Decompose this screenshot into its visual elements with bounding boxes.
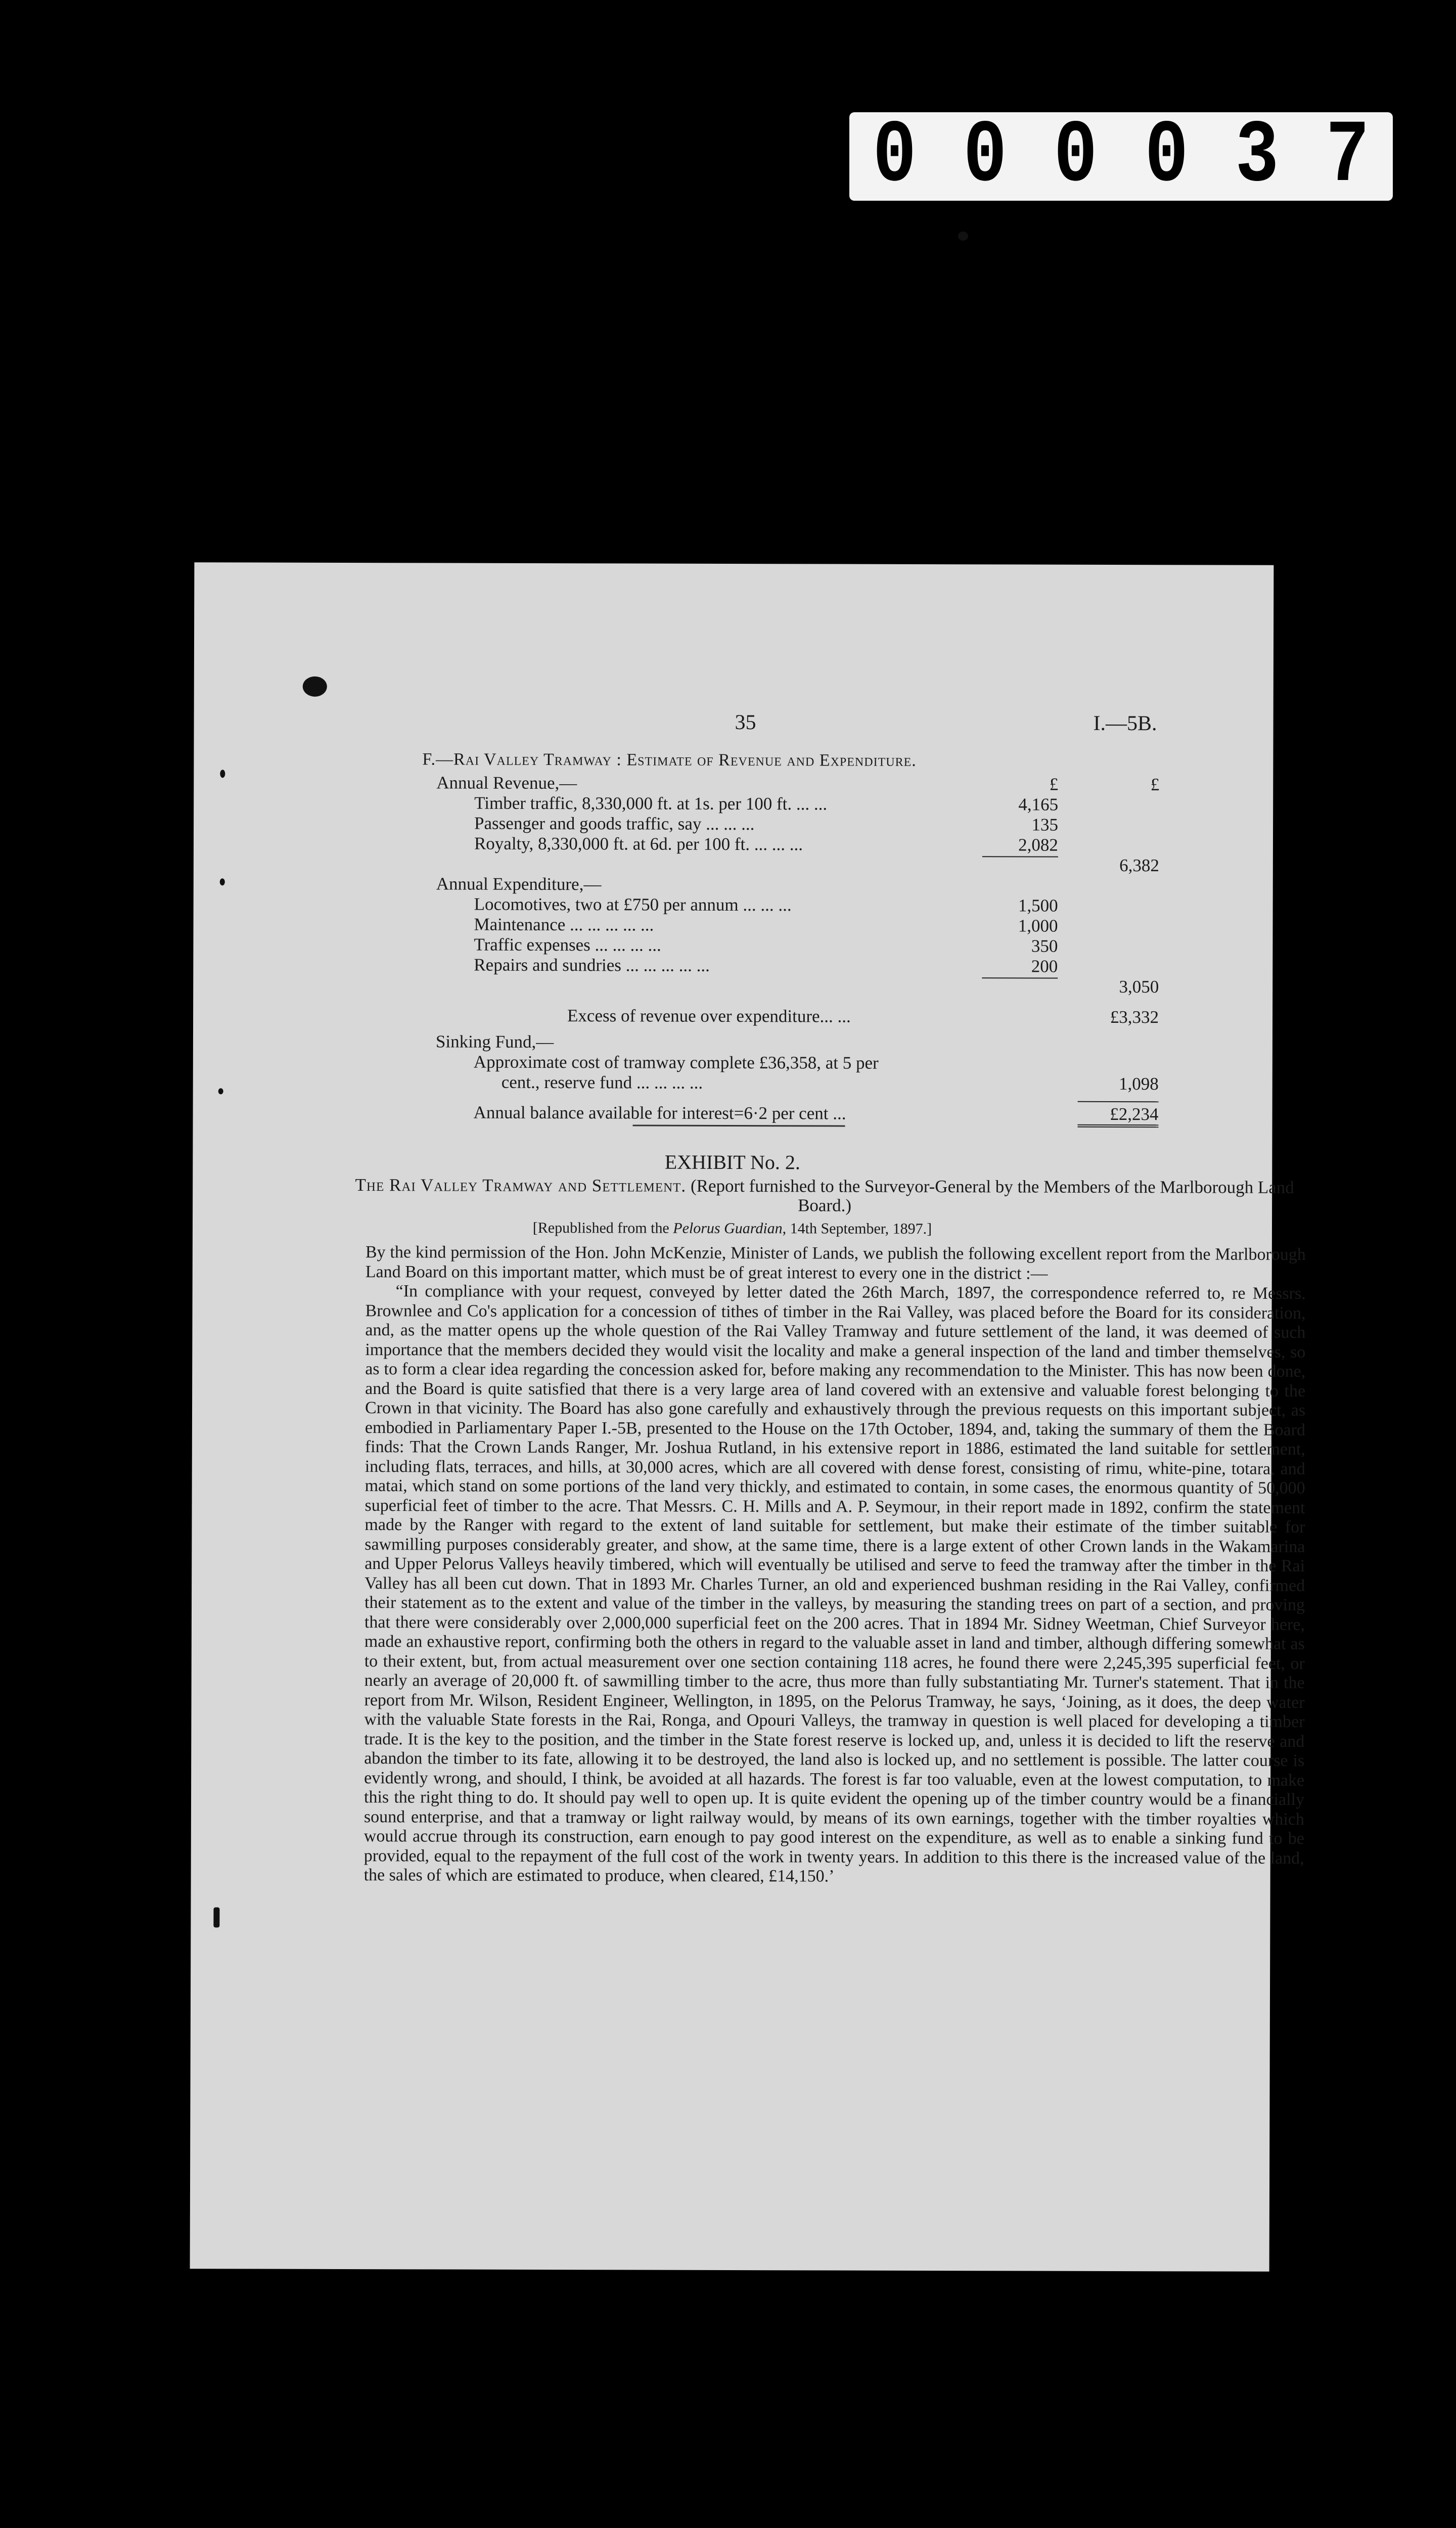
- row-label: Traffic expenses ... ... ... ...: [474, 934, 661, 955]
- frame-digit: 0: [873, 106, 917, 207]
- row-value: 200: [1031, 956, 1058, 976]
- table-row: [436, 853, 1270, 876]
- sinking-line: Approximate cost of tramway complete £36,358, at 5 per: [473, 1052, 879, 1073]
- table-row: [436, 1052, 1270, 1074]
- ink-blot: [303, 676, 327, 697]
- intro-paragraph: By the kind permission of the Hon. John McKenzie, Minister of Lands, we publish the following excellent report from the Marlborough Land Board on this important matter, which must be of great interest to every one in the district :—: [365, 1243, 1306, 1283]
- row-label: Passenger and goods traffic, say ... ... ...: [474, 813, 755, 834]
- revenue-total: 6,382: [1119, 855, 1159, 876]
- table-row: [436, 1031, 1270, 1054]
- exhibit-heading-note: (Report furnished to the Surveyor-General by the Members of the Marlborough Land Board.): [686, 1176, 1294, 1215]
- exhibit-title: EXHIBIT No. 2.: [664, 1150, 800, 1174]
- revenue-expenditure-table: [436, 773, 1271, 1124]
- row-label: Timber traffic, 8,330,000 ft. at 1s. per 100 ft. ... ...: [474, 793, 828, 814]
- row-value: 4,165: [1018, 794, 1059, 815]
- currency-symbol: £: [1150, 775, 1160, 795]
- republished-suffix: , 14th September, 1897.]: [782, 1220, 932, 1238]
- frame-digit: 0: [963, 106, 1007, 207]
- balance-label: Annual balance available for interest=6·2 per cent ...: [473, 1102, 846, 1123]
- report-body: [364, 1243, 1306, 1887]
- excess-value: £3,332: [1110, 1007, 1159, 1027]
- page-code: I.—5B.: [1093, 711, 1157, 736]
- table-row: [436, 833, 1270, 855]
- frame-digit: 3: [1235, 106, 1279, 207]
- row-label: Royalty, 8,330,000 ft. at 6d. per 100 ft. ... ... ...: [474, 833, 803, 854]
- row-value: 350: [1031, 936, 1058, 956]
- table-row: [436, 1102, 1270, 1124]
- table-row: [436, 1072, 1270, 1094]
- page-header: [194, 709, 1273, 742]
- balance-value: £2,234: [1078, 1104, 1159, 1127]
- table-row: [436, 914, 1270, 936]
- table-row: [436, 813, 1270, 835]
- table-row: [436, 894, 1270, 916]
- sum-rule: [982, 856, 1058, 857]
- table-row: [436, 955, 1270, 977]
- ink-mark: [213, 1907, 219, 1927]
- excess-label: Excess of revenue over expenditure... ...: [567, 1006, 851, 1026]
- row-value: 1,500: [1018, 895, 1058, 916]
- frame-digit: 7: [1326, 106, 1370, 207]
- republished-prefix: [Republished from the: [532, 1219, 673, 1237]
- row-label: Locomotives, two at £750 per annum ... ... ...: [474, 894, 792, 915]
- sinking-value: 1,098: [1118, 1074, 1159, 1094]
- ink-mark: [220, 770, 225, 778]
- table-row: [436, 1005, 1270, 1027]
- ink-mark: [218, 1088, 223, 1094]
- row-label: Maintenance ... ... ... ... ...: [474, 914, 654, 935]
- table-row: [436, 874, 1270, 896]
- row-value: 1,000: [1018, 916, 1058, 936]
- row-value: 135: [1031, 815, 1059, 835]
- exhibit-heading: [354, 1176, 1295, 1216]
- frame-digit: 0: [1054, 106, 1098, 207]
- sum-rule: [1078, 1101, 1159, 1102]
- table-row: [436, 975, 1270, 997]
- table-row: [436, 773, 1270, 795]
- frame-number-tag: [849, 106, 1393, 207]
- main-paragraph: “In compliance with your request, conveyed by letter dated the 26th March, 1897, the correspondence referred to, re Messrs. Brownlee and Co's application for a concession of tithes of timber in the Rai Valley, was placed before the Board for its consideration, and, as the matter opens up the whole question of the Rai Valley Tramway and future settlement of the land, it was deemed of such importance that the members decided they would visit the locality and make a general inspection of the land and timber themselves, so as to form a clear idea regarding the concession asked for, before making any recommendation to the Minister. This has now been done, and the Board is quite satisfied that there is a very large area of land covered with an extensive and valuable forest belonging to the Crown in that vicinity. The Board has also gone carefully and exhaustively through the previous requests on this important subject, as embodied in Parliamentary Paper I.-5B, presented to the House on the 17th October, 1894, and, taking the summary of them the Board finds: That the Crown Lands Ranger, Mr. Joshua Rutland, in his extensive report in 1886, estimated the land suitable for settlement, including flats, terraces, and hills, at 30,000 acres, which are all covered with dense forest, consisting of rimu, white-pine, totara, and matai, which stand on some portions of the land very thickly, and estimated to contain, in some cases, the enormous quantity of 50,000 superficial feet of timber to the acre. That Messrs. C. H. Mills and A. P. Seymour, in their report made in 1892, confirm the statement made by the Ranger with regard to the extent of land suitable for settlement, but make their estimate of the timber suitable for sawmilling purposes considerably greater, and show, at the same time, there is a large extent of other Crown lands in the Wakamarina and Upper Pelorus Valleys heavily timbered, which will eventually be utilised and serve to feed the tramway after the timber in the Rai Valley has all been cut down. That in 1893 Mr. Charles Turner, an old and experienced bushman residing in the Rai Valley, confirmed their statement as to the extent and value of the timber in the valleys, by measuring the standing trees on part of a section, and proving that there were considerably over 2,000,000 superficial feet on the 200 acres. That in 1894 Mr. Sidney Weetman, Chief Surveyor here, made an exhaustive report, confirming both the others in regard to the valuable asset in land and timber, although differing somewhat as to their extent, but, from actual measurement over one section containing 118 acres, he found there were 2,245,395 superficial feet, or nearly an average of 20,000 ft. of sawmilling timber to the acre, thus more than fully substantiating Mr. Turner's statement. That in the report from Mr. Wilson, Resident Engineer, Wellington, in 1895, on the Pelorus Tramway, he says, ‘Joining, as it does, the deep water with the valuable State forests in the Rai, Ronga, and Opouri Valleys, the tramway in question is well placed for developing a timber trade. It is the key to the position, and the timber in the State forest reserve is locked up, and, unless it is decided to lift the reserve and abandon the timber to its fate, allowing it to be destroyed, the land also is locked up, and no settlement is possible. The latter course is evidently wrong, and should, I think, be avoided at all hazards. The forest is far too valuable, even at the lowest computation, to make this the right thing to do. It should pay well to open up. It is quite evident the opening up of the timber country would be a financially sound enterprise, and that a tramway or light railway would, by means of its own earnings, together with the timber royalties which would accrue through its construction, earn enough to pay good interest on the expenditure, as well as to enable a sinking fund to be provided, equal to the repayment of the full cost of the work in twenty years. In addition to this there is the increased value of the land, the sales of which are estimated to produce, when cleared, £14,150.’: [363, 1282, 1306, 1886]
- section-title: F.—Rai Valley Tramway : Estimate of Revenue and Expenditure.: [422, 750, 917, 770]
- revenue-heading: Annual Revenue,—: [436, 773, 577, 793]
- table-row: [436, 934, 1270, 957]
- page-number: 35: [735, 711, 756, 735]
- republished-note: [193, 1218, 1272, 1239]
- exhibit-heading-title: The Rai Valley Tramway and Settlement.: [355, 1175, 687, 1196]
- expenditure-heading: Annual Expenditure,—: [436, 874, 602, 894]
- row-value: 2,082: [1018, 835, 1059, 855]
- sum-rule: [982, 977, 1058, 978]
- sinking-heading: Sinking Fund,—: [435, 1031, 554, 1052]
- section-divider: [633, 1124, 845, 1126]
- sinking-line: cent., reserve fund ... ... ... ...: [501, 1072, 703, 1093]
- ink-mark: [220, 878, 225, 885]
- row-label: Repairs and sundries ... ... ... ... ...: [474, 955, 710, 975]
- table-row: [436, 793, 1270, 815]
- frame-digit: 0: [1144, 106, 1189, 207]
- currency-symbol: £: [1049, 774, 1059, 794]
- scan-speck: [958, 232, 968, 241]
- expenditure-total: 3,050: [1119, 977, 1159, 997]
- newspaper-name: Pelorus Guardian: [673, 1220, 783, 1237]
- document-page: [190, 562, 1306, 2272]
